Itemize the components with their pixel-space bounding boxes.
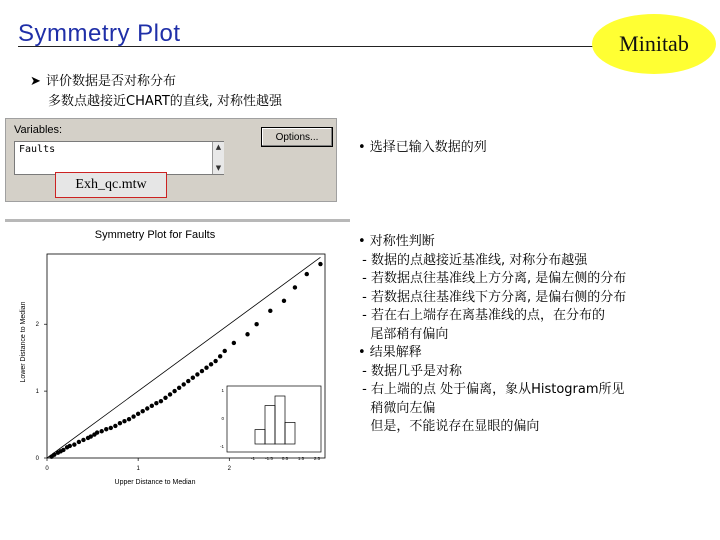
explanation-line: - 数据的点越接近基准线, 对称分布越强: [358, 252, 588, 268]
data-point: [191, 376, 195, 380]
select-column-note: • 选择已输入数据的列: [358, 140, 487, 155]
field-scrollbar[interactable]: [212, 142, 224, 174]
explanation-line: • 结果解释: [358, 345, 422, 360]
data-point: [293, 285, 297, 289]
scroll-down-icon[interactable]: ▼: [215, 164, 222, 172]
data-point: [141, 409, 145, 413]
data-point: [104, 427, 108, 431]
data-point: [305, 272, 309, 276]
inset-x-tick-label: -1: [250, 456, 256, 461]
data-point: [172, 389, 176, 393]
x-axis-label: Upper Distance to Median: [114, 479, 196, 486]
inset-y-tick-label: -1: [219, 444, 224, 449]
data-point: [122, 419, 126, 423]
data-point: [150, 404, 154, 408]
explanation-line: • 对称性判断: [358, 234, 435, 249]
data-point: [254, 322, 258, 326]
data-point: [209, 362, 213, 366]
slide-title: Symmetry Plot: [18, 20, 181, 47]
data-point: [136, 412, 140, 416]
y-tick-label: 2: [35, 322, 39, 329]
explanation-line: - 数据几乎是对称: [358, 363, 462, 379]
inset-x-tick-label: 2.5: [313, 456, 321, 461]
data-point: [200, 369, 204, 373]
explanation-text: [358, 233, 626, 437]
x-tick-label: 2: [227, 466, 231, 472]
title-underline: [18, 46, 608, 47]
worksheet-file-label: Exh_qc.mtw: [55, 172, 167, 198]
scroll-up-icon[interactable]: ▲: [215, 143, 222, 151]
data-point: [118, 421, 122, 425]
inset-x-tick-label: -1.5: [265, 456, 273, 461]
inset-x-tick-label: 0.5: [281, 456, 289, 461]
y-tick-label: 0: [35, 456, 39, 462]
y-axis-label: Lower Distance to Median: [20, 301, 27, 383]
data-point: [186, 379, 190, 383]
explanation-line: 稍微向左偏: [358, 400, 436, 416]
intro-bullet: [30, 72, 282, 112]
data-point: [195, 372, 199, 376]
data-point: [168, 392, 172, 396]
minitab-badge: Minitab: [592, 14, 716, 74]
data-point: [131, 414, 135, 418]
inset-x-tick-label: 1.5: [297, 456, 305, 461]
inset-y-tick-label: 0: [221, 416, 224, 421]
inset-y-tick-label: 1: [221, 388, 224, 393]
data-point: [95, 430, 99, 434]
explanation-line: - 若在右上端存在离基准线的点，在分布的: [358, 308, 605, 323]
options-button[interactable]: Options...: [261, 127, 333, 147]
data-point: [145, 406, 149, 410]
x-tick-label: 1: [136, 466, 140, 472]
explanation-line: 但是，不能说存在显眼的偏向: [358, 419, 540, 434]
data-point: [77, 440, 81, 444]
intro-line-1: 评价数据是否对称分布: [46, 74, 177, 89]
explanation-line: - 若数据点往基准线上方分离, 是偏左侧的分布: [358, 271, 627, 286]
data-point: [268, 309, 272, 313]
arrow-bullet-icon: ➤: [30, 74, 41, 89]
data-point: [177, 386, 181, 390]
data-point: [318, 262, 322, 266]
variables-input[interactable]: Faults: [14, 141, 224, 175]
explanation-line: - 若数据点往基准线下方分离, 是偏右侧的分布: [358, 289, 627, 305]
data-point: [218, 354, 222, 358]
data-point: [282, 299, 286, 303]
data-point: [163, 396, 167, 400]
data-point: [245, 332, 249, 336]
x-tick-label: 0: [45, 466, 49, 472]
data-point: [154, 401, 158, 405]
chart-title: Symmetry Plot for Faults: [94, 229, 216, 241]
data-point: [159, 399, 163, 403]
data-point: [182, 382, 186, 386]
data-point: [232, 341, 236, 345]
variables-label: Variables:: [14, 124, 63, 136]
symmetry-plot-chart: [5, 222, 345, 490]
y-tick-label: 1: [35, 389, 39, 396]
data-point: [72, 442, 76, 446]
intro-line-2: 多数点越接近CHART的直线, 对称性越强: [48, 94, 283, 109]
data-point: [68, 444, 72, 448]
data-point: [99, 429, 103, 433]
data-point: [109, 426, 113, 430]
data-point: [213, 359, 217, 363]
data-point: [204, 366, 208, 370]
data-point: [81, 438, 85, 442]
data-point: [61, 448, 65, 452]
explanation-line: - 右上端的点 处于偏离，象从Histogram所见: [358, 382, 625, 397]
data-point: [223, 349, 227, 353]
explanation-line: 尾部稍有偏向: [358, 326, 449, 342]
inset-frame: [227, 386, 321, 452]
data-point: [113, 424, 117, 428]
data-point: [127, 417, 131, 421]
